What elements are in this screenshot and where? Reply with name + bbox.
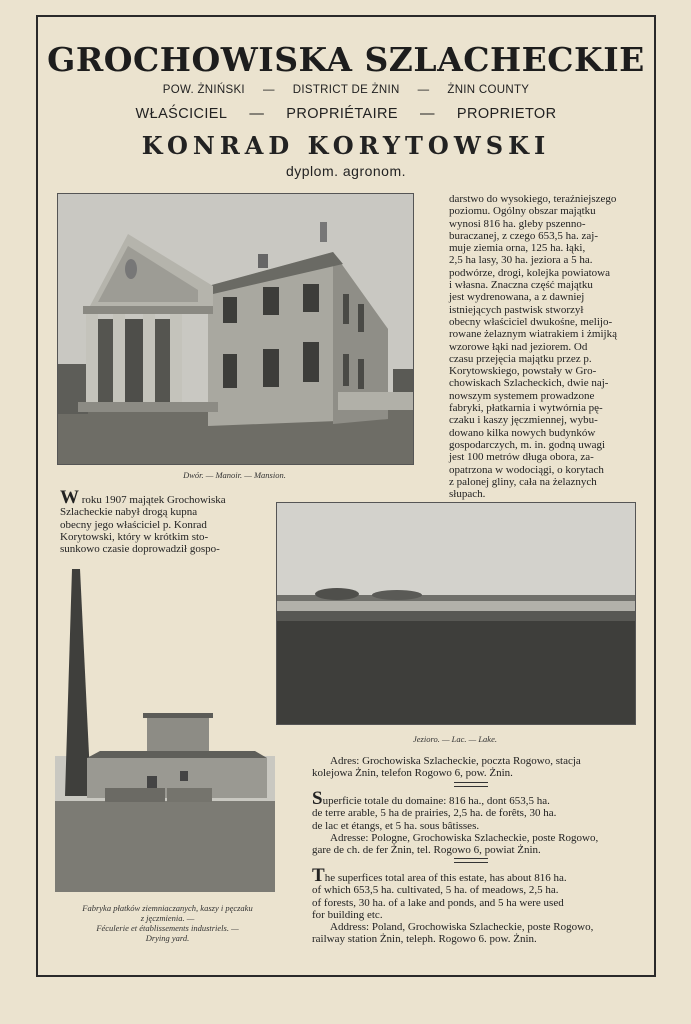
drop-cap: W <box>60 487 79 508</box>
text-line: jest 100 metrów długa obora, za- <box>449 451 594 464</box>
text-line: nowszym systemem prowadzone <box>449 389 595 402</box>
english-paragraph <box>312 865 642 946</box>
text-span: roku 1907 majątek Grochowiska <box>81 494 226 506</box>
lake-photo <box>276 502 636 725</box>
text-line: istniejących pastwisk stworzył <box>449 303 584 316</box>
intro-paragraph <box>60 487 242 556</box>
page-title: GROCHOWISKA SZLACHECKIE <box>47 40 645 79</box>
text-line: gospodarczych, m. in. godną uwagi <box>449 438 606 451</box>
text-line: kolejowa Żnin, telefon Rogowo 6, pow. Żnin. <box>312 767 513 780</box>
text-line: Adresse: Pologne, Grochowiska Szlacheckie, poste Rogowo, <box>330 831 599 844</box>
dash: — <box>262 84 275 96</box>
french-paragraph <box>312 788 642 857</box>
dash: — <box>417 84 430 96</box>
text-line: rowane żelaznym wiatrakiem i żmijką <box>449 328 617 341</box>
lake-caption: Jezioro. — Lac. — Lake. <box>413 734 497 744</box>
text-line: for building etc. <box>312 908 383 921</box>
caption-line: Drying yard. <box>145 933 190 943</box>
text-line: Address: Poland, Grochowiska Szlacheckie, poste Rogowo, <box>330 921 594 934</box>
mansion-photo <box>57 193 414 465</box>
text-line: de terre arable, 5 ha de prairies, 2,5 ha. de forêts, 30 ha. <box>312 807 557 820</box>
factory-photo <box>55 566 275 892</box>
text-line: fabryki, płatkarnia i wytwórnia pę- <box>449 402 603 415</box>
text-line: jest wydrenowana, a z dawniej <box>449 291 585 304</box>
text-line: z palonej gliny, cała na żelaznych <box>449 475 597 488</box>
district-pl: POW. ŻNIŃSKI <box>162 84 245 96</box>
factory-caption <box>55 903 280 943</box>
lake-illustration <box>277 503 635 724</box>
text-line: gare de ch. de fer Żnin, tel. Rogowo 6, powiat Żnin. <box>312 844 541 857</box>
text-line: sunkowo czasie doprowadził gospo- <box>60 543 220 556</box>
address-pl <box>312 755 642 780</box>
text-line: i własna. Znaczna część majątku <box>449 279 593 292</box>
text-line: railway station Żnin, teleph. Rogowo 6. pow. Żnin. <box>312 933 537 946</box>
text-span: uperficie totale du domaine: 816 ha., dont 653,5 ha. <box>322 795 550 807</box>
text-line: dowano kilka nowych budynków <box>449 426 596 439</box>
district-line <box>38 84 654 96</box>
text-line: 2,5 ha lasy, 30 ha. jeziora a 5 ha. <box>449 254 593 267</box>
caption-line: z jęczmienia. — <box>140 913 195 923</box>
text-line: of forests, 30 ha. of a lake and ponds, and 5 ha were used <box>312 896 564 909</box>
dash: — <box>249 106 265 122</box>
text-line <box>312 788 642 809</box>
text-line: muje ziemia orna, 125 ha. łąki, <box>449 242 586 255</box>
text-line: podwórze, drogi, kolejka powiatowa <box>449 266 610 279</box>
drop-cap: T <box>312 865 325 886</box>
caption-line: Fabryka płatków ziemniaczanych, kaszy i pęczaku <box>82 903 253 913</box>
drop-cap: S <box>312 788 323 809</box>
text-line <box>60 487 242 508</box>
owner-label-pl: WŁAŚCICIEL <box>135 106 228 122</box>
text-line: of which 653,5 ha. cultivated, 5 ha. of meadows, 2,5 ha. <box>312 884 559 897</box>
text-line: obecny właściciel dwukośne, melijo- <box>449 315 613 328</box>
factory-illustration <box>55 566 275 892</box>
district-fr: DISTRICT DE ŻNIN <box>292 84 400 96</box>
text-line: czasu przejęcia majątku przez p. <box>449 352 592 365</box>
text-line: słupach. <box>449 488 486 501</box>
dash: — <box>419 106 435 122</box>
text-line <box>312 865 642 886</box>
text-span: he superfices total area of this estate, has about 816 ha. <box>324 872 567 884</box>
divider <box>454 782 488 787</box>
owner-label-en: PROPRIETOR <box>456 106 557 122</box>
caption-line: Féculerie et établissements industriels. — <box>96 923 239 933</box>
text-line: wynosi 816 ha. gleby pszenno- <box>449 217 586 230</box>
owner-label-fr: PROPRIÉTAIRE <box>286 106 398 122</box>
mansion-illustration <box>58 194 413 464</box>
text-line: Korytowski, który w krótkim sto- <box>60 530 209 543</box>
text-line: opatrzona w wodociągi, o korytach <box>449 463 604 476</box>
text-line: de lac et étangs, et 5 ha. sous bâtisses. <box>312 819 480 832</box>
text-line: buraczanej, z czego 653,5 ha. zaj- <box>449 229 599 242</box>
owner-label-line <box>38 106 654 122</box>
text-line: Adres: Grochowiska Szlacheckie, poczta Rogowo, stacja <box>330 755 581 767</box>
owner-degree: dyplom. agronom. <box>285 163 407 179</box>
text-line: czaku i kaszy jęczmiennej, wybu- <box>449 414 598 427</box>
text-line: Korytowskiego, powstały w Gro- <box>449 365 597 378</box>
text-line: wzorowe łąki nad jeziorem. Od <box>449 340 588 353</box>
district-en: ŻNIN COUNTY <box>447 84 530 96</box>
text-line: Szlacheckie nabył drogą kupna <box>60 506 198 519</box>
mansion-caption: Dwór. — Manoir. — Mansion. <box>183 470 286 480</box>
text-line: poziomu. Ogólny obszar majątku <box>449 205 596 218</box>
divider <box>454 858 488 863</box>
right-column-text <box>449 193 633 500</box>
text-line: obecny jego właściciel p. Konrad <box>60 518 207 531</box>
owner-name: KONRAD KORYTOWSKI <box>141 131 551 160</box>
text-line: darstwo do wysokiego, teraźniejszego <box>449 193 617 205</box>
text-line: chowiskach Szlacheckich, dwie naj- <box>449 377 609 390</box>
